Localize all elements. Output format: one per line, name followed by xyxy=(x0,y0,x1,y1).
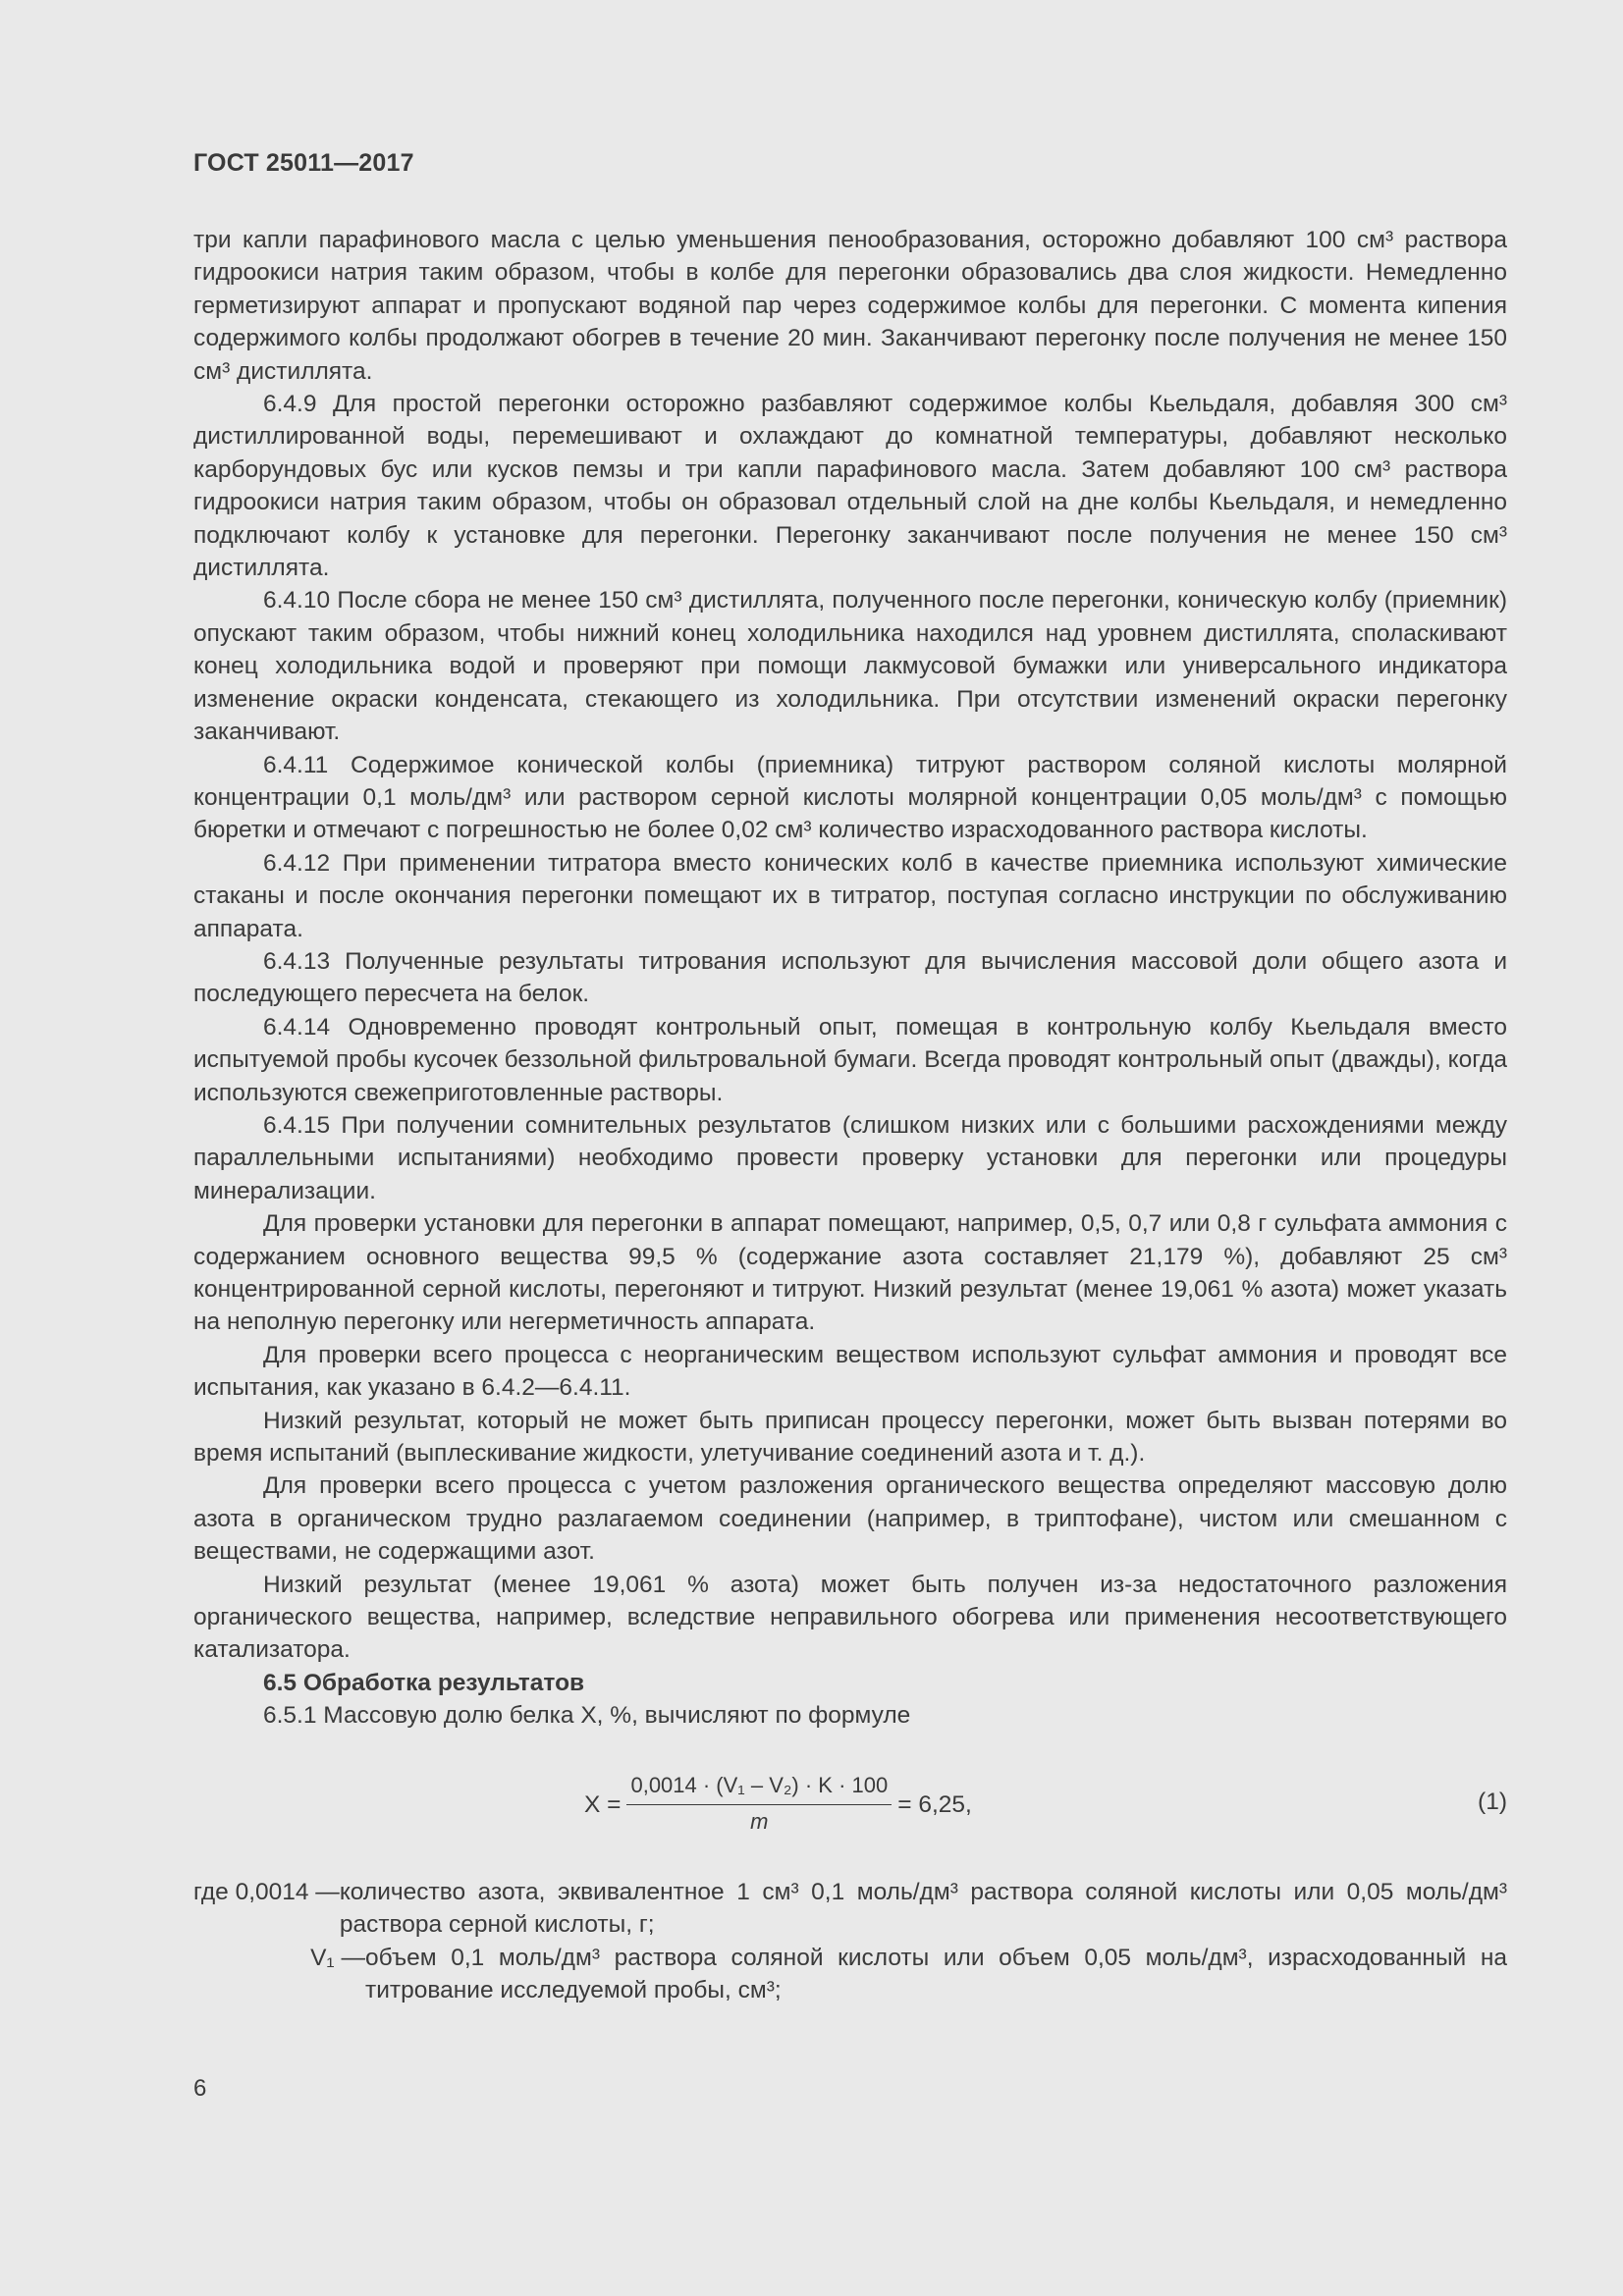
section-title-6-5: 6.5 Обработка результатов xyxy=(263,1669,585,1696)
definition-row xyxy=(193,1942,1507,2007)
definitions-list xyxy=(193,1876,1507,2007)
paragraph-6-4-11: 6.4.11 Содержимое конической колбы (приемника) титруют раствором соляной кислоты молярной концентрации 0,1 моль/дм³ или раствором серной кислоты молярной концентрации 0,05 моль/дм³ с помощью бюретки и отмечают с погрешностью не более 0,02 см³ количество израсходованного раствора кислоты. xyxy=(193,751,1507,844)
paragraph-6-4-10: 6.4.10 После сбора не менее 150 см³ дистиллята, полученного после перегонки, коническую колбу (приемник) опускают таким образом, чтобы нижний конец холодильника находился над уровнем дистиллята, споласкивают конец холодильника водой и проверяют при помощи лакмусовой бумажки или универсального индикатора изменение окраски конденсата, стекающего из холодильника. При отсутствии изменений окраски перегонку заканчивают. xyxy=(193,587,1507,746)
paragraph-organic-check: Для проверки всего процесса с учетом разложения органического вещества определяют массовую долю азота в органическом трудно разлагаемом соединении (например, в триптофане), чистом или смешанном с веществами, не содержащими азот. xyxy=(193,1472,1507,1566)
paragraph-6-4-15: 6.4.15 При получении сомнительных результатов (слишком низких или с большими расхождениями между параллельными испытаниями) необходимо провести проверку установки для перегонки или процедуры минерализации. xyxy=(193,1111,1507,1204)
paragraph-6-4-14: 6.4.14 Одновременно проводят контрольный опыт, помещая в контрольную колбу Кьельдаля вместо испытуемой пробы кусочек беззольной фильтровальной бумаги. Всегда проводят контрольный опыт (дважды), когда используются свежеприготовленные растворы. xyxy=(193,1013,1507,1106)
formula-lhs: X = xyxy=(584,1790,622,1818)
standard-header: ГОСТ 25011—2017 xyxy=(193,149,414,177)
formula-fraction xyxy=(626,1771,892,1839)
paragraph-6-4-13: 6.4.13 Полученные результаты титрования используют для вычисления массовой доли общего азота и последующего пересчета на белок. xyxy=(193,947,1507,1008)
paragraph-low-result-losses: Низкий результат, который не может быть приписан процессу перегонки, может быть вызван потерями во время испытаний (выплескивание жидкости, улетучивание соединений азота и т. д.). xyxy=(193,1407,1507,1468)
formula-rhs: = 6,25, xyxy=(897,1790,972,1818)
paragraph-6-4-9: 6.4.9 Для простой перегонки осторожно разбавляют содержимое колбы Кьельдаля, добавляя 300 см³ дистиллированной воды, перемешивают и охлаждают до комнатной температуры, добавляют несколько карборундовых бус или кусков пемзы и три капли парафинового масла. Затем добавляют 100 см³ раствора гидроокиси натрия таким образом, чтобы он образовал отдельный слой на дне колбы Кьельдаля, и немедленно подключают колбу к установке для перегонки. Перегонку заканчивают после получения не менее 150 см³ дистиллята. xyxy=(193,391,1507,582)
formula-numerator: 0,0014 · (V₁ – V₂) · K · 100 xyxy=(626,1771,892,1805)
document-body xyxy=(193,224,1507,2006)
paragraph-6-5-1: 6.5.1 Массовую долю белка X, %, вычисляют по формуле xyxy=(263,1702,911,1730)
paragraph-continuation: три капли парафинового масла с целью уменьшения пенообразования, осторожно добавляют 100 см³ раствора гидроокиси натрия таким образом, чтобы в колбе для перегонки образовались два слоя жидкости. Немедленно герметизируют аппарат и пропускают водяной пар через содержимое колбы для перегонки. С момента кипения содержимого колбы продолжают обогрев в течение 20 мин. Заканчивают перегонку после получения не менее 150 см³ дистиллята. xyxy=(193,227,1507,385)
definition-term: V₁ — xyxy=(310,1944,365,1971)
paragraph-distillation-check: Для проверки установки для перегонки в аппарат помещают, например, 0,5, 0,7 или 0,8 г сульфата аммония с содержанием основного вещества 99,5 % (содержание азота составляет 21,179 %), добавляют 25 см³ концентрированной серной кислоты, перегоняют и титруют. Низкий результат (менее 19,061 % азота) может указать на неполную перегонку или негерметичность аппарата. xyxy=(193,1210,1507,1336)
formula-denominator: m xyxy=(750,1809,769,1835)
page-number: 6 xyxy=(193,2075,207,2102)
definition-description: количество азота, эквивалентное 1 см³ 0,1 моль/дм³ раствора соляной кислоты или 0,05 моль/дм³ раствора серной кислоты, г; xyxy=(339,1878,1507,1939)
paragraph-low-result-digestion: Низкий результат (менее 19,061 % азота) может быть получен из-за недостаточного разложения органического вещества, например, вследствие неправильного обогрева или применения несоответствующего катализатора. xyxy=(193,1571,1507,1664)
definition-row xyxy=(193,1876,1507,1942)
formula xyxy=(584,1766,972,1844)
definition-term: где 0,0014 — xyxy=(193,1878,340,1905)
formula-block xyxy=(193,1754,1507,1862)
paragraph-6-4-12: 6.4.12 При применении титратора вместо конических колб в качестве приемника используют химические стаканы и после окончания перегонки помещают их в титратор, поступая согласно инструкции по обслуживанию аппарата. xyxy=(193,849,1507,942)
paragraph-inorganic-check: Для проверки всего процесса с неорганическим веществом используют сульфат аммония и проводят все испытания, как указано в 6.4.2—6.4.11. xyxy=(193,1341,1507,1402)
formula-number: (1) xyxy=(1478,1788,1507,1815)
definition-description: объем 0,1 моль/дм³ раствора соляной кислоты или объем 0,05 моль/дм³, израсходованный на титрование исследуемой пробы, см³; xyxy=(365,1944,1507,2003)
